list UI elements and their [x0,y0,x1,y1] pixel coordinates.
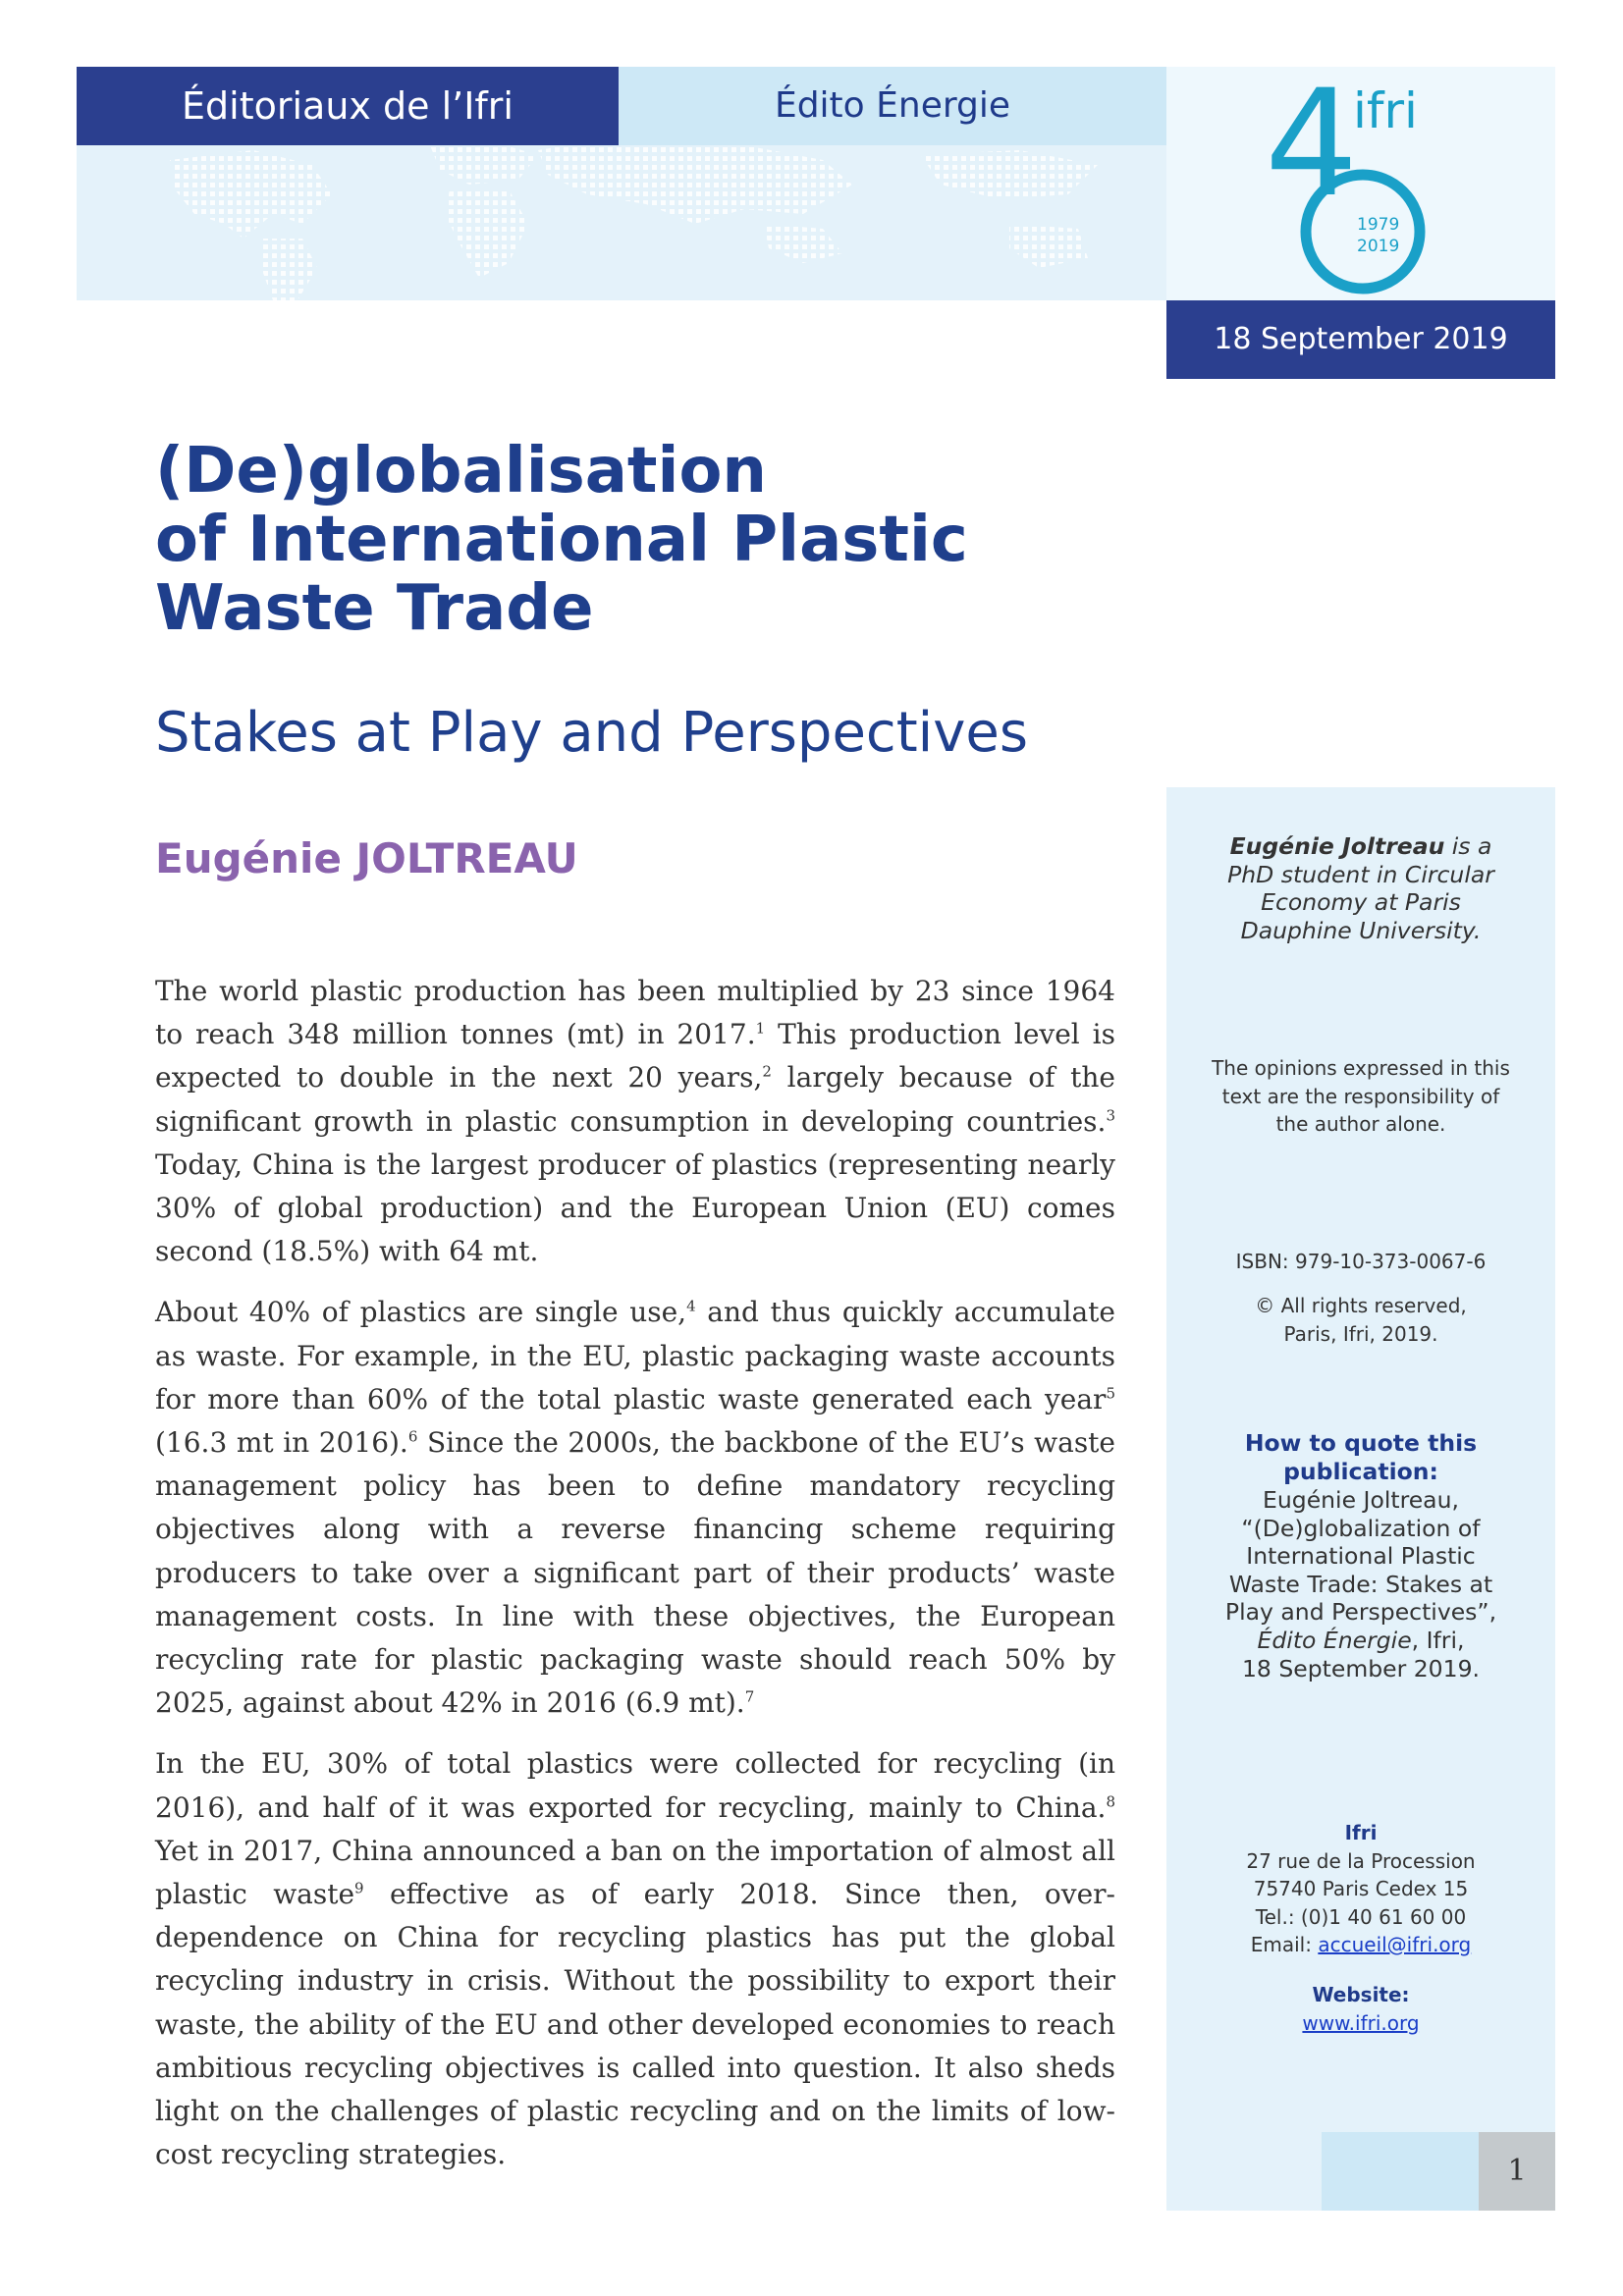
telephone: Tel.: (0)1 40 61 60 00 [1255,1904,1467,1929]
citation: Eugénie Joltreau, “(De)globalization of International Plastic Waste Trade: Stakes at Play and Perspectives”, Édito Énergie, Ifri, 18 September 2019. [1224,1486,1497,1682]
website-block [1166,1981,1555,2037]
footnote-ref[interactable]: 6 [407,1427,418,1446]
logo-year-end: 2019 [1357,237,1400,256]
publication-date: 18 September 2019 [1214,322,1508,356]
footnote-ref[interactable]: 5 [1106,1384,1115,1403]
footnote-ref[interactable]: 7 [744,1687,755,1706]
website-link[interactable]: www.ifri.org [1302,2010,1420,2035]
how-to-quote-heading: How to quote this publication: [1244,1429,1478,1485]
footnote-ref[interactable]: 9 [354,1879,364,1897]
copyright: © All rights reserved, Paris, Ifri, 2019. [1255,1294,1467,1346]
paragraph-2: About 40% of plastics are single use,$^4$ and thus quickly accumulate as waste. For example, in the EU, plastic packaging waste accounts for more than 60% of the total plastic waste generated each year$^5$ (16.3 mt in 2016).$^6$ Since the 2000s, the backbone of the EU’s waste management policy has been to define mandatory recycling objectives along with a reverse financing scheme requiring producers to take over a significant part of their products’ waste management costs. In line with these objectives, the European recycling rate for plastic packaging waste should reach 50% by 2025, against about 42% in 2016 (6.9 mt).$^7$ [155,1296,1116,1720]
logo-brand-text: ifri [1353,82,1418,139]
email-link[interactable]: accueil@ifri.org [1318,1933,1472,1957]
document-subtitle: Stakes at Play and Perspectives [155,701,1028,765]
footnote-ref[interactable]: 2 [762,1063,772,1082]
footnote-ref[interactable]: 4 [686,1298,696,1316]
title-line: of International Plastic [155,504,968,576]
footnote-ref[interactable]: 8 [1106,1792,1115,1811]
footnote-ref[interactable]: 1 [755,1019,766,1038]
title-line: (De)globalisation [155,435,767,507]
disclaimer: The opinions expressed in this text are the responsibility of the author alone. [1212,1056,1510,1137]
edito-title: Édito Énergie [774,85,1011,126]
ifri-contact [1166,1819,1555,1959]
author-bio: Eugénie Joltreau is a PhD student in Circular Economy at Paris Dauphine University. [1227,832,1494,944]
title-line: Waste Trade [155,572,594,645]
logo-year-start: 1979 [1357,215,1400,235]
page-footer-band [1322,2132,1479,2211]
body-text [155,970,1115,2194]
contact-org-name: Ifri [1344,1821,1378,1844]
bio-name: Eugénie Joltreau [1229,832,1445,860]
website-label: Website: [1312,1983,1410,2006]
footnote-ref[interactable]: 3 [1106,1106,1115,1125]
series-title: Éditoriaux de l’Ifri [182,84,514,128]
email-line: Email: accueil@ifri.org [1250,1933,1472,1957]
paragraph-3: In the EU, 30% of total plastics were collected for recycling (in 2016), and half of it was exported for recycling, mainly to China.$^8$ Yet in 2017, China announced a ban on the importation of almost all plastic waste$^9$ effective as of early 2018. Since then, over-dependence on China for recycling plastics has put the global recycling industry in crisis. Without the possibility to export their waste, the ability of the EU and other developed economies to reach ambitious recycling objectives is called into question. It also sheds light on the challenges of plastic recycling and on the limits of low-cost recycling strategies. [155,1747,1115,2171]
paragraph-1: The world plastic production has been multiplied by 23 since 1964 to reach 348 million tonnes (mt) in 2017.$^1$ This production level is expected to double in the next 20 years,$^2$ largely because of the significant growth in plastic consumption in developing countries.$^3$ Today, China is the largest producer of plastics (representing nearly 30% of global production) and the European Union (EU) comes second (18.5%) with 64 mt. [155,975,1115,1268]
page-number: 1 [1507,2154,1527,2188]
address-line: 75740 Paris Cedex 15 [1253,1877,1469,1901]
address-line: 27 rue de la Procession [1246,1848,1476,1873]
logo-digit-four: 4 [1265,77,1359,230]
document-title [155,437,1039,643]
ifri-40-years-logo [1247,77,1473,297]
author-name: Eugénie JOLTREAU [155,834,578,882]
isbn: ISBN: 979-10-373-0067-6 [1235,1250,1487,1273]
